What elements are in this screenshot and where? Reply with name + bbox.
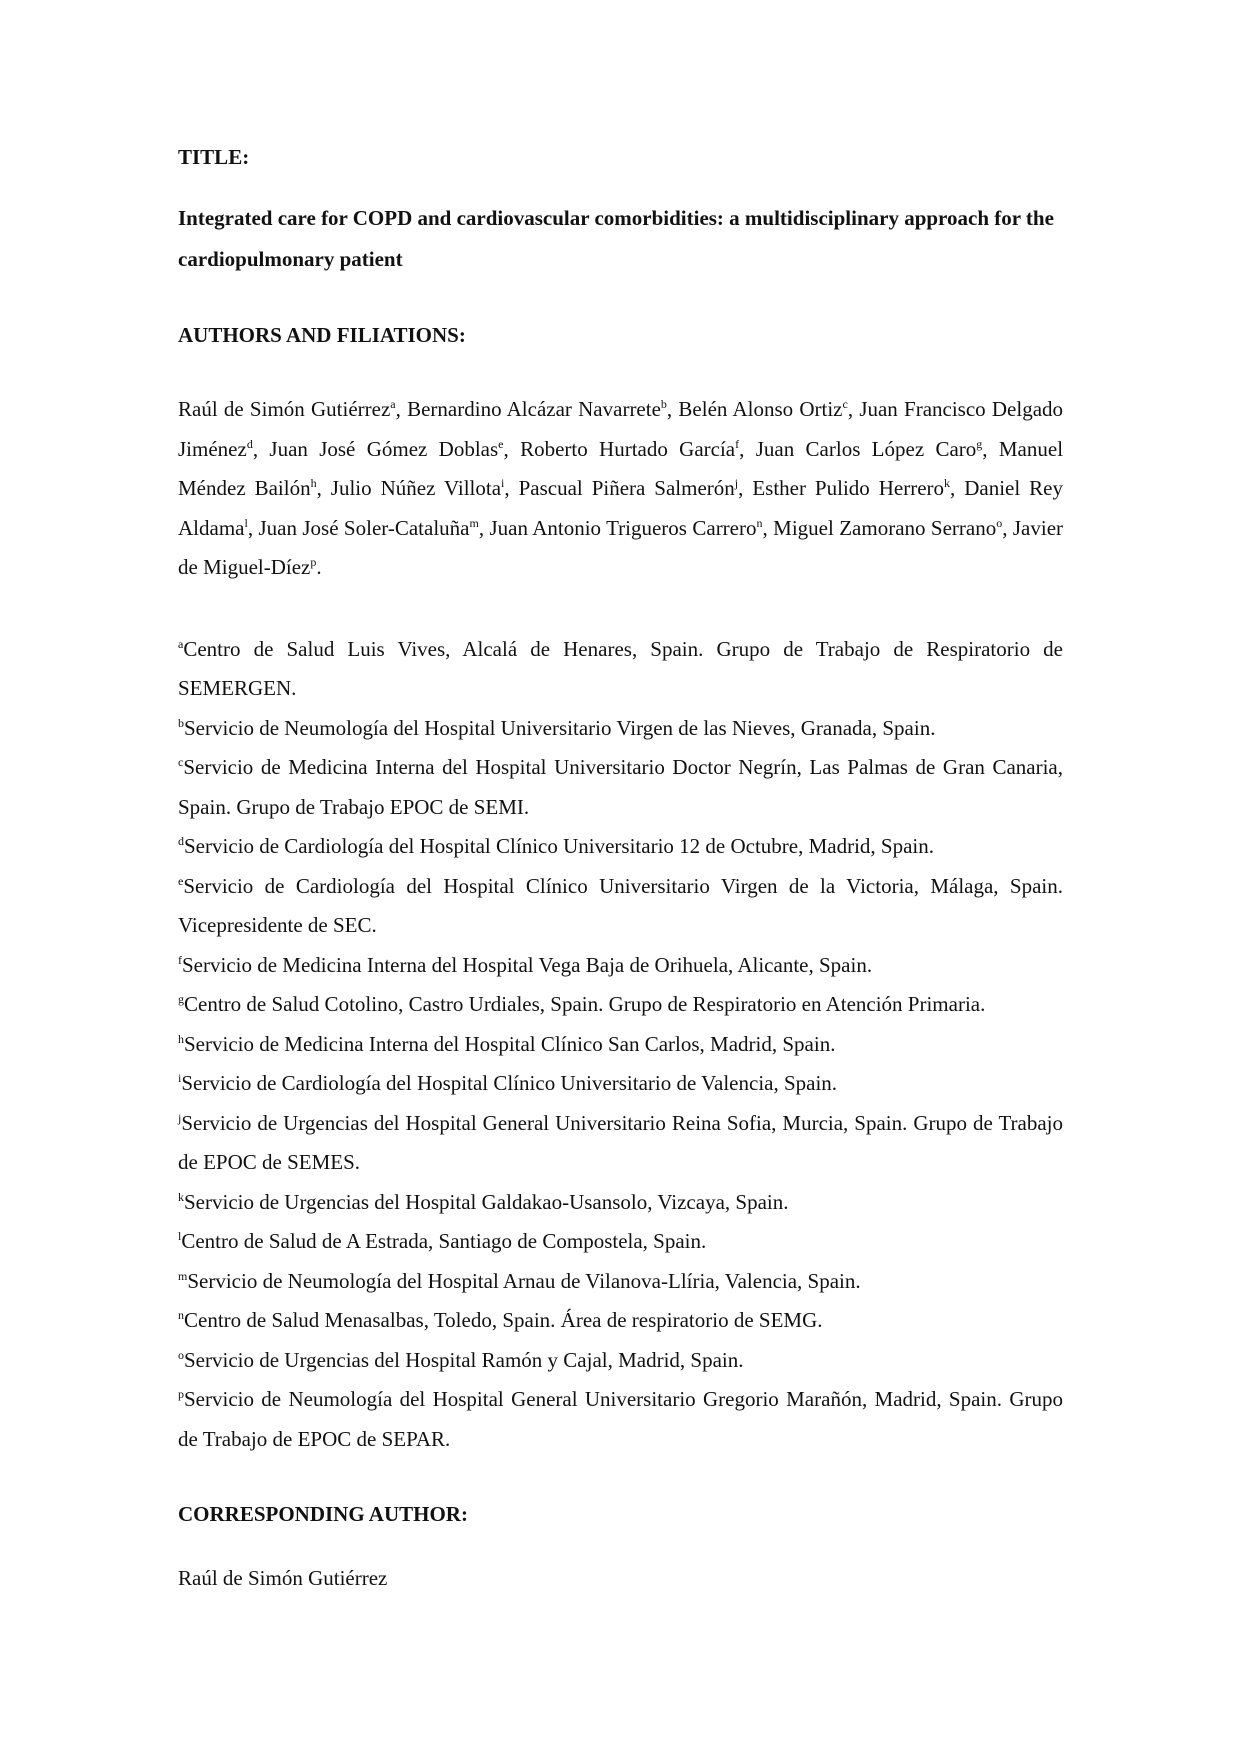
affiliation-text: Servicio de Neumología del Hospital Arnau de Vilanova-Llíria, Valencia, Spain. [187, 1268, 861, 1293]
author-affiliation-marker: m [469, 515, 479, 530]
author-name: Julio Núñez Villota [330, 476, 502, 500]
affiliation-item [178, 946, 1063, 986]
title-heading: TITLE: [178, 145, 250, 169]
author-affiliation-marker: n [756, 515, 763, 530]
author-name: Juan Antonio Trigueros Carrero [489, 515, 757, 540]
author-name: Belén Alonso Ortiz [678, 397, 843, 421]
affiliation-text: Centro de Salud Menasalbas, Toledo, Spain. Área de respiratorio de SEMG. [184, 1308, 823, 1332]
author-name: Manuel Méndez Bailón [178, 436, 1064, 500]
affiliation-marker: h [178, 1031, 184, 1046]
author-name: Javier de Miguel-Díez [178, 515, 1064, 579]
affiliation-text: Servicio de Urgencias del Hospital Ramón y Cajal, Madrid, Spain. [184, 1347, 744, 1372]
author-affiliation-marker: b [660, 397, 667, 411]
affiliation-marker: b [178, 715, 184, 730]
authors-list: Raúl de Simón Gutiérrez$^a$, Bernardino Alcázar Navarrete$^b$, Belén Alonso Ortiz$^c$, Juan Francisco Delgado Jiménez$^d$, Juan José Gómez Doblas$^e$, Roberto Hurtado García$^f$, Juan Carlos López Caro$^g$, Manuel Méndez Bailón$^h$, Julio Núñez Villota$^i$, Pascual Piñera Salmerón$^j$, Esther Pulido Herrero$^k$, Daniel Rey Aldama$^l$, Juan José Soler-Cataluña$^m$, Juan Antonio Trigueros Carrero$^n$, Miguel Zamorano Serrano$^o$, Javier de Miguel-Díez$^p$. [178, 397, 1064, 579]
author-affiliation-marker: j [734, 476, 739, 490]
author-name: Juan José Gómez Doblas [269, 436, 499, 461]
affiliation-text: Centro de Salud Cotolino, Castro Urdiales, Spain. Grupo de Respiratorio en Atención Primaria. [184, 992, 986, 1016]
affiliation-text: Servicio de Medicina Interna del Hospital Clínico San Carlos, Madrid, Spain. [184, 1031, 836, 1056]
affiliation-item [178, 867, 1063, 946]
corresponding-heading: CORRESPONDING AUTHOR: [178, 1502, 468, 1526]
author-name: Esther Pulido Herrero [752, 476, 945, 500]
affiliation-item [178, 1222, 1063, 1262]
affiliation-text: Servicio de Urgencias del Hospital General Universitario Reina Sofia, Murcia, Spain. Grupo de Trabajo de EPOC de SEMES. [178, 1110, 1063, 1174]
paper-title: Integrated care for COPD and cardiovascular comorbidities: a multidisciplinary approach for the cardiopulmonary patient [178, 206, 1054, 271]
affiliation-marker: c [178, 755, 184, 769]
affiliation-marker: o [178, 1347, 184, 1362]
affiliation-marker: m [178, 1268, 188, 1283]
affiliation-text: Servicio de Neumología del Hospital Universitario Virgen de las Nieves, Granada, Spain. [184, 715, 936, 740]
author-affiliation-marker: h [310, 476, 317, 490]
affiliation-marker: e [178, 873, 184, 888]
author-affiliation-marker: p [310, 555, 317, 569]
affiliation-item [178, 1183, 1063, 1223]
affiliation-item [178, 985, 1063, 1025]
affiliation-item [178, 709, 1063, 749]
affiliation-marker: d [178, 834, 184, 848]
affiliation-text: Servicio de Neumología del Hospital General Universitario Gregorio Marañón, Madrid, Spain. Grupo de Trabajo de EPOC de SEPAR. [178, 1387, 1063, 1451]
affiliation-item [178, 630, 1063, 709]
affiliation-marker: f [178, 952, 182, 967]
author-affiliation-marker: k [944, 476, 951, 490]
affiliation-marker: l [178, 1229, 182, 1243]
affiliation-marker: a [178, 636, 184, 651]
author-affiliation-marker: f [735, 436, 740, 451]
affiliation-item [178, 1064, 1063, 1104]
affiliation-marker: i [178, 1071, 182, 1085]
author-name: Juan Carlos López Caro [755, 436, 977, 461]
author-name: Juan Francisco Delgado Jiménez [178, 397, 1064, 461]
author-name: Miguel Zamorano Serrano [773, 515, 997, 540]
author-name: Bernardino Alcázar Navarrete [407, 397, 661, 421]
affiliation-marker: p [178, 1387, 184, 1401]
affiliation-text: Servicio de Cardiología del Hospital Clínico Universitario 12 de Octubre, Madrid, Spain. [184, 834, 935, 858]
author-name: Raúl de Simón Gutiérrez [178, 397, 391, 421]
corresponding-author-name: Raúl de Simón Gutiérrez [178, 1566, 388, 1590]
affiliation-text: Servicio de Medicina Interna del Hospital Universitario Doctor Negrín, Las Palmas de Gran Canaria, Spain. Grupo de Trabajo EPOC de SEMI. [178, 755, 1063, 819]
affiliation-marker: j [178, 1110, 182, 1125]
affiliation-item [178, 1104, 1063, 1183]
author-affiliation-marker: e [498, 436, 504, 451]
affiliation-marker: n [178, 1308, 184, 1322]
affiliations-list [178, 630, 1063, 1460]
affiliation-item [178, 1301, 1063, 1341]
author-affiliation-marker: l [244, 515, 248, 530]
affiliation-text: Centro de Salud Luis Vives, Alcalá de Henares, Spain. Grupo de Trabajo de Respiratorio de SEMERGEN. [178, 636, 1063, 700]
author-name: Roberto Hurtado García [520, 436, 736, 461]
affiliation-item [178, 1262, 1063, 1302]
author-name: Pascual Piñera Salmerón [518, 476, 735, 500]
affiliation-text: Servicio de Cardiología del Hospital Clínico Universitario de Valencia, Spain. [181, 1071, 838, 1095]
author-affiliation-marker: d [246, 436, 253, 451]
author-affiliation-marker: i [501, 476, 505, 490]
affiliation-marker: k [178, 1189, 184, 1204]
author-name: Daniel Rey Aldama [178, 476, 1063, 540]
affiliation-text: Servicio de Cardiología del Hospital Clínico Universitario Virgen de la Victoria, Málaga, Spain. Vicepresidente de SEC. [178, 873, 1063, 937]
affiliation-item [178, 1380, 1063, 1459]
author-affiliation-marker: g [976, 436, 983, 451]
affiliation-item [178, 1025, 1063, 1065]
affiliation-item [178, 748, 1063, 827]
affiliation-marker: g [178, 992, 184, 1006]
authors-heading: AUTHORS AND FILIATIONS: [178, 323, 466, 347]
affiliation-item [178, 1341, 1063, 1381]
page-content [178, 138, 1063, 1599]
author-name: Juan José Soler-Cataluña [258, 515, 470, 540]
author-affiliation-marker: a [390, 397, 396, 411]
author-affiliation-marker: c [842, 397, 848, 411]
affiliation-text: Servicio de Urgencias del Hospital Galdakao-Usansolo, Vizcaya, Spain. [184, 1189, 789, 1214]
affiliation-text: Servicio de Medicina Interna del Hospital Vega Baja de Orihuela, Alicante, Spain. [182, 952, 873, 977]
affiliation-text: Centro de Salud de A Estrada, Santiago de Compostela, Spain. [181, 1229, 707, 1253]
affiliation-item [178, 827, 1063, 867]
author-affiliation-marker: o [996, 515, 1003, 530]
